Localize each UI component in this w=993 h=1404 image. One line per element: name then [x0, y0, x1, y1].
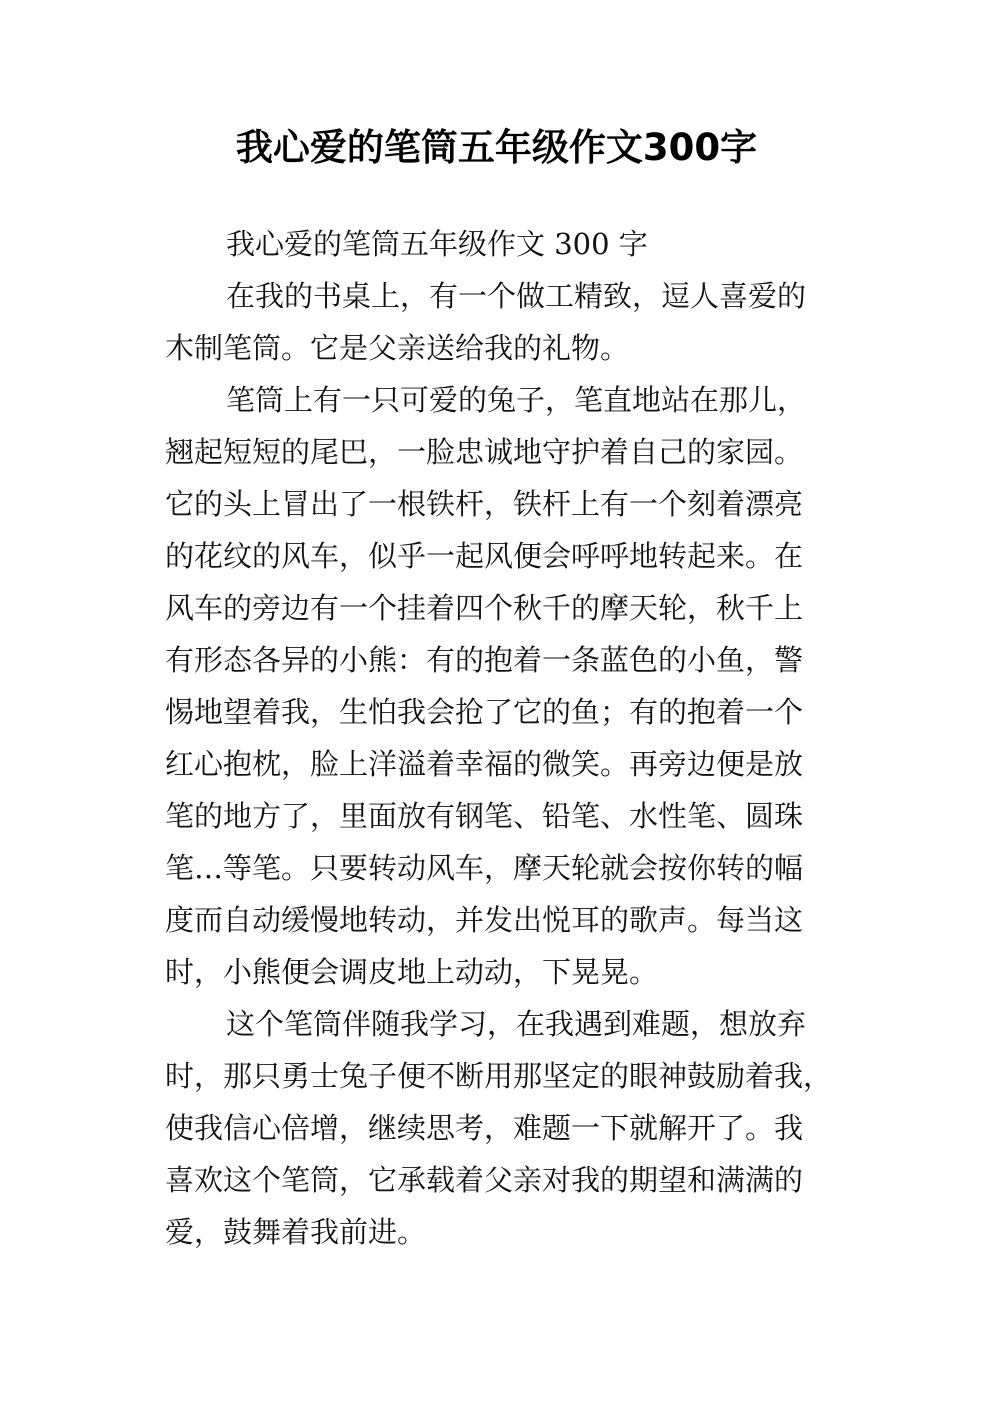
- body-line: 它的头上冒出了一根铁杆，铁杆上有一个刻着漂亮: [165, 487, 804, 521]
- body-line: 木制笔筒。它是父亲送给我的礼物。: [165, 331, 630, 365]
- body-line: 惕地望着我，生怕我会抢了它的鱼；有的抱着一个: [165, 695, 804, 729]
- document-title: 我心爱的笔筒五年级作文300字: [235, 126, 758, 169]
- body-line: 红心抱枕，脸上洋溢着幸福的微笑。再旁边便是放: [165, 747, 804, 781]
- body-line: 时，小熊便会调皮地上动动，下晃晃。: [165, 955, 659, 989]
- body-line: 喜欢这个笔筒，它承载着父亲对我的期望和满满的: [165, 1163, 804, 1197]
- body-line: 笔…等笔。只要转动风车，摩天轮就会按你转的幅: [165, 851, 804, 885]
- body-line: 笔筒上有一只可爱的兔子，笔直地站在那儿，: [226, 383, 807, 417]
- body-line: 爱，鼓舞着我前进。: [165, 1215, 427, 1249]
- body-line: 这个笔筒伴随我学习，在我遇到难题，想放弃: [226, 1007, 807, 1041]
- body-line: 我心爱的笔筒五年级作文 300 字: [226, 227, 648, 261]
- body-line: 翘起短短的尾巴，一脸忠诚地守护着自己的家园。: [165, 435, 804, 469]
- body-line: 笔的地方了，里面放有钢笔、铅笔、水性笔、圆珠: [165, 799, 804, 833]
- body-line: 风车的旁边有一个挂着四个秋千的摩天轮，秋千上: [165, 591, 804, 625]
- body-line: 在我的书桌上，有一个做工精致，逗人喜爱的: [226, 279, 807, 313]
- document-body: [165, 218, 833, 1258]
- body-line: 使我信心倍增，继续思考，难题一下就解开了。我: [165, 1111, 804, 1145]
- body-line: 有形态各异的小熊：有的抱着一条蓝色的小鱼，警: [165, 643, 804, 677]
- body-line: 的花纹的风车，似乎一起风便会呼呼地转起来。在: [165, 539, 804, 573]
- body-line: 度而自动缓慢地转动，并发出悦耳的歌声。每当这: [165, 903, 804, 937]
- body-line: 时，那只勇士兔子便不断用那坚定的眼神鼓励着我，: [165, 1059, 833, 1093]
